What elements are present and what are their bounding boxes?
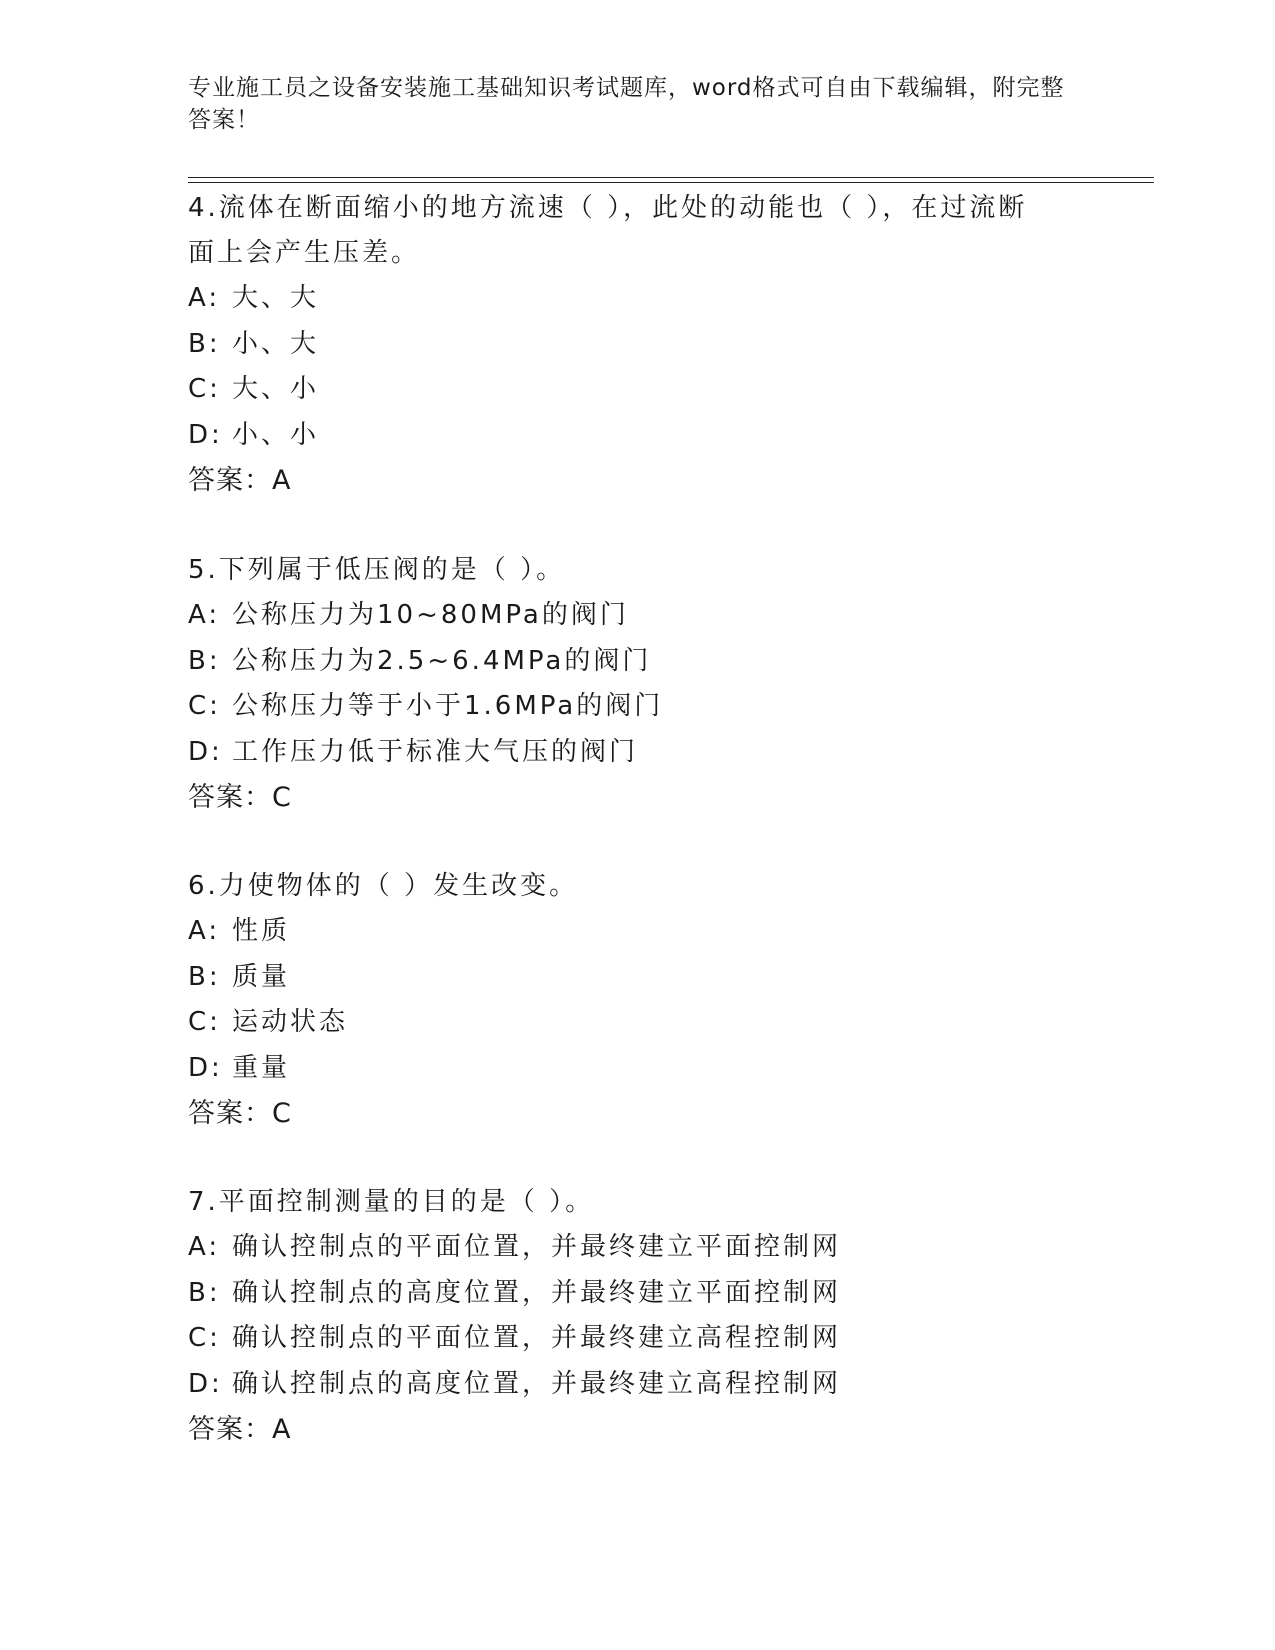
option-text: 运动状态: [232, 1007, 349, 1037]
option-a: [188, 909, 1088, 955]
option-letter: C:: [188, 1323, 221, 1353]
question-5: [188, 548, 1088, 820]
option-c: [188, 684, 1088, 730]
option-text: 确认控制点的高度位置，并最终建立平面控制网: [232, 1277, 842, 1308]
option-letter: A:: [188, 916, 221, 946]
question-6: [188, 864, 1088, 1136]
answer: 答案：C: [188, 1098, 292, 1129]
option-text: 大、大: [232, 283, 320, 313]
option-letter: A:: [188, 600, 221, 630]
option-text: 公称压力为10~80MPa的阀门: [232, 600, 629, 630]
option-b: [188, 639, 1088, 685]
question-stem: 7.平面控制测量的目的是（ ）。: [188, 1187, 595, 1217]
option-text: 质量: [232, 961, 291, 992]
option-text: 小、小: [232, 419, 320, 450]
option-letter: B:: [188, 1277, 221, 1308]
option-text: 公称压力为2.5~6.4MPa的阀门: [232, 645, 652, 676]
question-stem: 6.力使物体的（ ）发生改变。: [188, 871, 579, 901]
question-4: [188, 186, 1088, 503]
option-letter: D:: [188, 1052, 223, 1083]
option-d: [188, 730, 1088, 776]
option-letter: B:: [188, 328, 221, 359]
option-letter: D:: [188, 1368, 223, 1399]
option-c: [188, 367, 1088, 413]
option-letter: C:: [188, 374, 221, 404]
header-divider-second: [188, 182, 1154, 183]
answer: 答案：C: [188, 782, 292, 813]
answer: 答案：A: [188, 1414, 292, 1445]
option-b: [188, 1271, 1088, 1317]
option-letter: C:: [188, 691, 221, 721]
option-text: 小、大: [232, 328, 320, 359]
option-text: 重量: [232, 1052, 291, 1083]
option-letter: A:: [188, 1232, 221, 1262]
option-text: 性质: [232, 916, 291, 946]
option-text: 公称压力等于小于1.6MPa的阀门: [232, 691, 664, 721]
option-text: 大、小: [232, 374, 320, 404]
option-letter: B:: [188, 961, 221, 992]
option-d: [188, 1046, 1088, 1092]
question-stem: 5.下列属于低压阀的是（ ）。: [188, 555, 566, 585]
option-d: [188, 1362, 1088, 1408]
question-stem: 4.流体在断面缩小的地方流速（ ），此处的动能也（ ），在过流断面上会产生压差。: [188, 193, 1028, 268]
option-letter: C:: [188, 1007, 221, 1037]
question-7: [188, 1180, 1088, 1452]
option-b: [188, 955, 1088, 1001]
option-text: 工作压力低于标准大气压的阀门: [232, 736, 639, 767]
option-b: [188, 322, 1088, 368]
option-letter: B:: [188, 645, 221, 676]
option-letter: A:: [188, 283, 221, 313]
option-letter: D:: [188, 419, 223, 450]
option-text: 确认控制点的高度位置，并最终建立高程控制网: [232, 1368, 842, 1399]
option-d: [188, 413, 1088, 459]
answer: 答案：A: [188, 465, 292, 496]
option-a: [188, 593, 1088, 639]
option-a: [188, 1225, 1088, 1271]
option-text: 确认控制点的平面位置，并最终建立高程控制网: [232, 1323, 842, 1353]
option-text: 确认控制点的平面位置，并最终建立平面控制网: [232, 1232, 842, 1262]
option-c: [188, 1000, 1088, 1046]
document-intro: 专业施工员之设备安装施工基础知识考试题库，word格式可自由下载编辑，附完整答案！: [188, 75, 1065, 133]
header-divider: [188, 177, 1154, 178]
option-c: [188, 1316, 1088, 1362]
option-a: [188, 276, 1088, 322]
option-letter: D:: [188, 736, 223, 767]
